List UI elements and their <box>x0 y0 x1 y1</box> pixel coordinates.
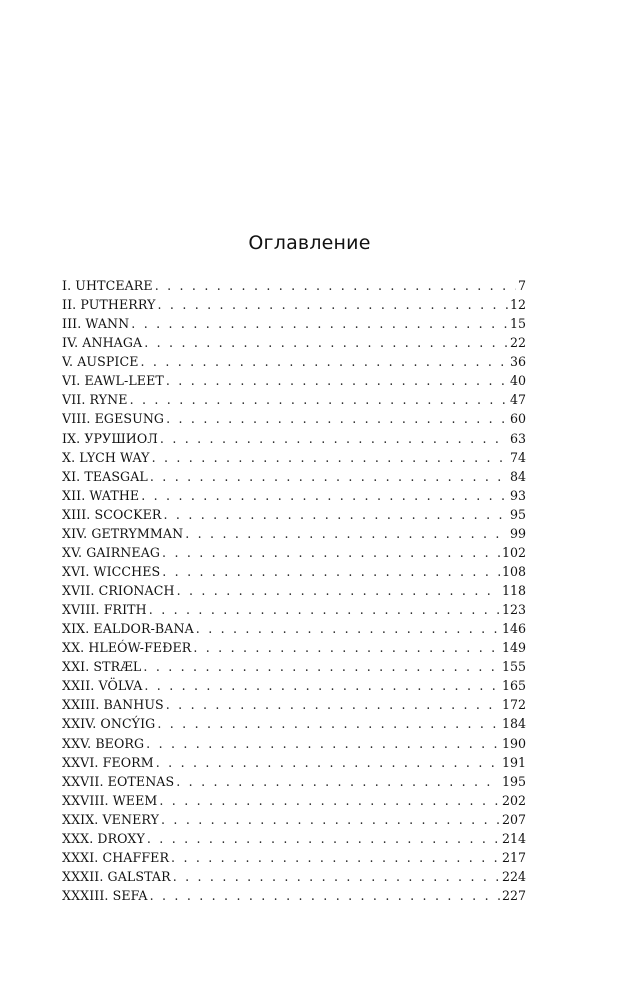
toc-entry-label: I. UHTCEARE <box>62 278 153 293</box>
toc-entry-label: XXIX. VENERY <box>62 811 159 827</box>
toc-entry[interactable] <box>62 429 526 448</box>
toc-entry-page-number: 146 <box>501 621 526 637</box>
toc-dot-leader <box>159 791 500 810</box>
toc-dot-leader <box>150 886 500 905</box>
toc-entry-page-number: 108 <box>501 563 526 579</box>
toc-entry[interactable] <box>62 333 526 352</box>
toc-entry-label: XXV. BEORG <box>62 735 145 751</box>
toc-entry-label: XXXI. CHAFFER <box>62 849 170 865</box>
toc-entry-page-number: 191 <box>501 754 526 770</box>
toc-dot-leader <box>185 524 508 543</box>
toc-entry-label: XXVI. FEORM <box>62 754 154 770</box>
toc-dot-leader <box>166 409 508 428</box>
toc-entry-page-number: 227 <box>501 888 526 903</box>
toc-dot-leader <box>196 619 500 638</box>
toc-entry-label: XXIII. BANHUS <box>62 697 164 713</box>
toc-entry-label: XXVII. EOTENAS <box>62 773 175 789</box>
toc-entry-page-number: 149 <box>501 640 526 656</box>
toc-entry[interactable] <box>62 562 526 581</box>
toc-dot-leader <box>164 505 508 524</box>
toc-entry-label: XVIII. FRITH <box>62 602 147 618</box>
toc-entry-label: XXII. VÖLVA <box>62 678 143 694</box>
toc-entry[interactable] <box>62 543 526 562</box>
toc-dot-leader <box>143 657 500 676</box>
toc-entry-label: XXVIII. WEEM <box>62 792 158 808</box>
toc-dot-leader <box>166 371 508 390</box>
toc-entry-label: III. WANN <box>62 316 130 332</box>
toc-entry-page-number: 118 <box>501 583 526 598</box>
toc-entry-label: II. PUTHERRY <box>62 297 156 313</box>
toc-dot-leader <box>141 486 508 505</box>
toc-dot-leader <box>141 352 508 371</box>
toc-entry[interactable] <box>62 524 526 543</box>
toc-entry-label: XXI. STRÆL <box>62 659 142 675</box>
toc-entry[interactable] <box>62 600 526 619</box>
toc-entry-page-number: 36 <box>509 354 526 370</box>
toc-entry[interactable] <box>62 714 526 733</box>
toc-entry-page-number: 155 <box>501 659 526 675</box>
toc-entry[interactable] <box>62 791 526 810</box>
toc-dot-leader <box>166 695 500 714</box>
toc-entry[interactable] <box>62 638 526 657</box>
toc-entry-page-number: 123 <box>501 602 526 618</box>
toc-dot-leader <box>130 390 508 409</box>
toc-entry[interactable] <box>62 753 526 772</box>
toc-entry[interactable] <box>62 276 526 295</box>
toc-entry[interactable] <box>62 695 526 714</box>
toc-entry-page-number: 74 <box>509 449 526 465</box>
toc-entry[interactable] <box>62 409 526 428</box>
toc-entry[interactable] <box>62 448 526 467</box>
toc-entry[interactable] <box>62 390 526 409</box>
toc-entry-page-number: 217 <box>501 849 526 865</box>
toc-dot-leader <box>162 543 500 562</box>
toc-entry-label: XIII. SCOCKER <box>62 506 162 522</box>
toc-entry-page-number: 12 <box>509 297 526 313</box>
toc-entry-page-number: 84 <box>509 468 526 484</box>
toc-entry-label: XXX. DROXY <box>62 830 145 846</box>
toc-entry-page-number: 63 <box>509 430 526 446</box>
toc-entry-page-number: 7 <box>517 278 526 293</box>
toc-dot-leader <box>161 810 500 829</box>
toc-entry[interactable] <box>62 314 526 333</box>
toc-dot-leader <box>158 295 508 314</box>
toc-entry-page-number: 40 <box>509 373 526 389</box>
toc-entry[interactable] <box>62 371 526 390</box>
toc-dot-leader <box>173 867 500 886</box>
toc-entry-label: IX. УРУШИОЛ <box>62 430 158 446</box>
toc-entry-page-number: 165 <box>501 678 526 694</box>
toc-entry-page-number: 22 <box>509 335 526 351</box>
toc-entry-label: XI. TEASGAL <box>62 468 148 484</box>
toc-entry-label: V. AUSPICE <box>62 354 139 370</box>
toc-entry[interactable] <box>62 467 526 486</box>
toc-title: Оглавление <box>248 232 371 254</box>
toc-entry[interactable] <box>62 619 526 638</box>
toc-dot-leader <box>144 333 508 352</box>
toc-entry-label: XVII. CRIONACH <box>62 583 175 598</box>
toc-entry-label: VIII. EGESUNG <box>62 411 165 427</box>
toc-entry[interactable] <box>62 486 526 505</box>
toc-entry[interactable] <box>62 657 526 676</box>
toc-dot-leader <box>146 734 500 753</box>
toc-entry-label: XIV. GETRYMMAN <box>62 525 184 541</box>
toc-entry[interactable] <box>62 810 526 829</box>
toc-entry[interactable] <box>62 352 526 371</box>
toc-entry-label: XIX. EALDOR-BANA <box>62 621 194 637</box>
toc-entry-label: XXXII. GALSTAR <box>62 868 171 884</box>
toc-dot-leader <box>149 600 500 619</box>
toc-dot-leader <box>156 753 500 772</box>
toc-dot-leader <box>162 562 500 581</box>
toc-entry-label: X. LYCH WAY <box>62 449 150 465</box>
toc-entry-page-number: 99 <box>509 525 526 541</box>
toc-entry[interactable] <box>62 581 526 600</box>
toc-entry-page-number: 195 <box>501 773 526 789</box>
toc-entry-label: XXIV. ONCÝIG <box>62 716 156 732</box>
toc-entry[interactable] <box>62 867 526 886</box>
toc-dot-leader <box>155 276 516 295</box>
toc-entry[interactable] <box>62 676 526 695</box>
toc-dot-leader <box>157 714 500 733</box>
toc-entry-label: XX. HLEÓW-FEÐER <box>62 640 192 656</box>
toc-list <box>62 276 526 905</box>
toc-entry-page-number: 184 <box>501 716 526 732</box>
toc-entry-page-number: 172 <box>501 697 526 713</box>
toc-entry-label: XII. WATHE <box>62 487 140 503</box>
toc-entry-label: XV. GAIRNEAG <box>62 544 161 560</box>
toc-dot-leader <box>147 829 500 848</box>
toc-dot-leader <box>150 467 508 486</box>
toc-dot-leader <box>171 848 500 867</box>
toc-dot-leader <box>131 314 508 333</box>
toc-entry[interactable] <box>62 734 526 753</box>
toc-dot-leader <box>144 676 500 695</box>
toc-entry[interactable] <box>62 886 526 905</box>
toc-entry-page-number: 95 <box>509 506 526 522</box>
toc-entry[interactable] <box>62 848 526 867</box>
toc-entry-page-number: 15 <box>509 316 526 332</box>
toc-entry-label: VI. EAWL-LEET <box>62 373 164 389</box>
toc-entry-page-number: 190 <box>501 735 526 751</box>
toc-dot-leader <box>152 448 508 467</box>
toc-entry-page-number: 102 <box>501 544 526 560</box>
toc-entry-page-number: 207 <box>501 811 526 827</box>
toc-entry[interactable] <box>62 772 526 791</box>
toc-entry-page-number: 202 <box>501 792 526 808</box>
toc-entry[interactable] <box>62 829 526 848</box>
toc-entry-page-number: 60 <box>509 411 526 427</box>
toc-entry-page-number: 47 <box>509 392 526 408</box>
toc-entry[interactable] <box>62 295 526 314</box>
toc-entry-page-number: 93 <box>509 487 526 503</box>
toc-entry[interactable] <box>62 505 526 524</box>
toc-entry-page-number: 214 <box>501 830 526 846</box>
toc-dot-leader <box>176 772 500 791</box>
toc-entry-label: VII. RYNE <box>62 392 128 408</box>
toc-entry-label: XVI. WICCHES <box>62 563 161 579</box>
toc-dot-leader <box>160 429 508 448</box>
toc-entry-label: IV. ANHAGA <box>62 335 143 351</box>
toc-dot-leader <box>193 638 500 657</box>
toc-entry-page-number: 224 <box>501 868 526 884</box>
toc-dot-leader <box>177 581 500 600</box>
toc-entry-label: XXXIII. SEFA <box>62 888 148 903</box>
